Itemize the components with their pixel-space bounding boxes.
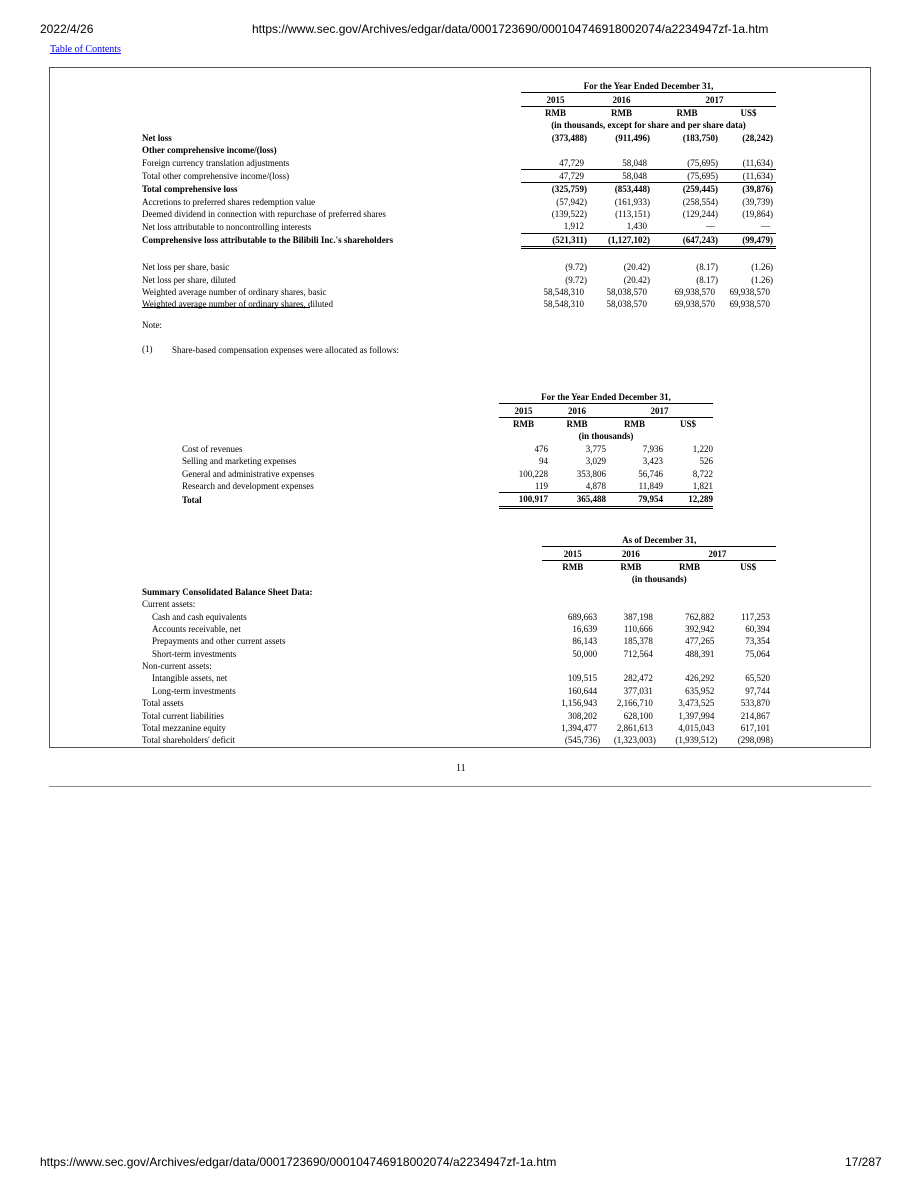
row-label: Total current liabilities (142, 710, 224, 721)
value-cell: 119 (499, 480, 548, 493)
value-cell: 109,515 (567, 673, 598, 684)
table-row (142, 672, 776, 684)
value-cell: 377,031 (623, 685, 653, 696)
value-cell: 392,942 (685, 623, 715, 634)
value-cell: (19,864 (742, 209, 770, 220)
paren-cell: ) (770, 196, 773, 207)
footnote-text: Share-based compensation expenses were allocated as follows: (172, 345, 399, 355)
value-cell: 488,391 (685, 648, 715, 659)
value-cell: (1,939,512 (675, 735, 715, 746)
paren-cell: ) (715, 169, 721, 182)
row-label: Total other comprehensive income/(loss) (142, 170, 290, 181)
value-cell: 1,912 (521, 220, 584, 233)
value-cell: 8,722 (692, 468, 713, 479)
year-header: 2015 (542, 547, 603, 560)
row-label: Comprehensive loss attributable to the Bilibili Inc.'s shareholders (142, 235, 394, 246)
paren-cell (770, 598, 776, 610)
table-row (142, 196, 776, 208)
year-header: 2017 (606, 404, 713, 417)
value-cell: 65,520 (745, 673, 771, 684)
units-note: (in thousands) (631, 574, 687, 585)
currency-header: RMB (679, 561, 701, 572)
value-cell: (8.17 (696, 262, 715, 273)
row-label: Total assets (142, 698, 184, 709)
paren-cell (770, 722, 776, 734)
value-cell: 100,228 (518, 468, 548, 479)
currency-header: US$ (740, 107, 757, 118)
value-cell (720, 660, 770, 672)
year-header: 2016 (548, 404, 606, 417)
value-cell: (57,942 (556, 196, 584, 207)
table-row (142, 183, 776, 196)
table-row (182, 455, 713, 467)
row-label: Total mezzanine equity (142, 723, 226, 734)
row-label: Current assets: (142, 599, 196, 610)
value-cell (721, 144, 770, 156)
value-cell: 628,100 (623, 710, 653, 721)
value-cell: (521,311 (521, 233, 584, 247)
value-cell: (853,448 (614, 184, 647, 195)
value-cell: 1,220 (692, 443, 713, 454)
value-cell (542, 598, 597, 610)
paren-cell: ) (647, 233, 653, 247)
value-cell: (1,323,003 (613, 735, 653, 746)
table-row (142, 648, 776, 660)
value-cell: (129,244 (682, 209, 715, 220)
value-cell: 47,729 (521, 156, 584, 169)
value-cell: 58,048 (590, 169, 647, 182)
value-cell: 308,202 (567, 710, 598, 721)
row-label: Non-current assets: (142, 661, 212, 672)
currency-header: RMB (624, 418, 645, 429)
value-cell: (373,488 (551, 132, 584, 143)
paren-cell: ) (715, 132, 718, 143)
paren-cell: ) (647, 262, 650, 273)
value-cell: 387,198 (623, 611, 653, 622)
value-cell: 635,952 (685, 685, 715, 696)
value-cell: 58,048 (590, 156, 647, 169)
row-label: Accretions to preferred shares redemption value (142, 196, 316, 207)
value-cell: 3,775 (585, 443, 606, 454)
table-row (142, 660, 776, 672)
value-cell (590, 144, 647, 156)
paren-cell (770, 672, 776, 684)
value-cell: (139,522 (551, 209, 584, 220)
value-cell: 7,936 (642, 443, 663, 454)
value-cell: (647,243 (653, 233, 715, 247)
paren-cell: ) (584, 132, 587, 143)
value-cell: 94 (539, 456, 548, 467)
value-cell: (11,634 (721, 156, 770, 169)
value-cell: 3,029 (585, 456, 606, 467)
value-cell (653, 144, 715, 156)
currency-header: RMB (566, 418, 588, 429)
paren-cell: ) (652, 735, 656, 746)
footnote-marker: (1) (142, 344, 153, 354)
paren-cell: ) (770, 156, 776, 169)
paren-cell: ) (647, 274, 650, 285)
value-cell: 110,666 (623, 623, 653, 634)
value-cell: (20.42 (623, 274, 647, 285)
paren-cell: ) (584, 184, 587, 195)
table-row (142, 273, 776, 285)
table-row (142, 208, 776, 220)
year-header: 2015 (521, 93, 590, 106)
table-row (142, 233, 776, 247)
value-cell: 160,644 (567, 685, 598, 696)
paren-cell (770, 286, 776, 298)
value-cell: (259,445 (682, 184, 715, 195)
value-cell: 3,473,525 (678, 698, 715, 709)
section-title: Summary Consolidated Balance Sheet Data: (142, 586, 313, 597)
value-cell: 533,870 (740, 698, 771, 709)
row-label: Deemed dividend in connection with repurchase of preferred shares (142, 209, 386, 220)
value-cell: (99,479 (721, 233, 770, 247)
currency-header: US$ (740, 561, 757, 572)
paren-cell (770, 623, 776, 635)
table-row (142, 169, 776, 182)
table-row (142, 635, 776, 647)
value-cell: 426,292 (685, 673, 715, 684)
table-row (142, 156, 776, 169)
paren-cell (770, 648, 776, 660)
value-cell: — (653, 220, 715, 233)
page-count: 17/287 (845, 1155, 882, 1169)
row-label: Net loss attributable to noncontrolling interests (142, 221, 312, 232)
table-row (182, 480, 713, 493)
value-cell: 3,423 (642, 456, 663, 467)
table-row (142, 261, 776, 273)
paren-cell: ) (647, 196, 650, 207)
value-cell: 79,954 (606, 493, 663, 507)
period-header: As of December 31, (542, 534, 776, 547)
value-cell: 1,397,994 (678, 710, 715, 721)
paren-cell (770, 220, 776, 233)
paren-cell: ) (770, 169, 776, 182)
row-label: Net loss per share, diluted (142, 274, 236, 285)
footer-url: https://www.sec.gov/Archives/edgar/data/0001723690/000104746918002074/a2234947zf-1a.htm (40, 1155, 557, 1169)
row-label: Accounts receivable, net (152, 623, 241, 634)
value-cell: (545,736 (564, 735, 598, 746)
value-cell: (298,098 (737, 735, 771, 746)
paren-cell (770, 685, 776, 697)
value-cell: 16,639 (572, 623, 598, 634)
value-cell: (39,876 (742, 184, 770, 195)
value-cell: 2,861,613 (616, 723, 653, 734)
value-cell: (258,554 (682, 196, 715, 207)
paren-cell: ) (770, 274, 773, 285)
paren-cell (770, 144, 776, 156)
value-cell: 214,867 (740, 710, 771, 721)
row-label: Foreign currency translation adjustments (142, 157, 290, 168)
paren-cell: ) (715, 184, 718, 195)
paren-cell (770, 298, 776, 310)
value-cell: 47,729 (521, 169, 584, 182)
year-header: 2016 (590, 93, 653, 106)
row-label: Prepayments and other current assets (152, 636, 286, 647)
table-row (142, 220, 776, 233)
value-cell: 689,663 (567, 611, 598, 622)
value-cell: (39,739 (742, 196, 770, 207)
value-cell: (75,695 (653, 169, 715, 182)
table-row (142, 286, 776, 298)
value-cell (521, 144, 584, 156)
value-cell: 1,430 (590, 220, 647, 233)
table-row (142, 623, 776, 635)
value-cell: 117,253 (741, 611, 771, 622)
value-cell: (28,242 (742, 132, 770, 143)
year-header: 2017 (653, 93, 776, 106)
value-cell (720, 598, 770, 610)
row-label: Cash and cash equivalents (152, 611, 247, 622)
table-row (142, 144, 776, 156)
row-label: Weighted average number of ordinary shares, basic (142, 287, 327, 298)
value-cell: (113,151 (615, 209, 647, 220)
value-cell: 50,000 (572, 648, 598, 659)
year-header: 2015 (499, 404, 548, 417)
row-label: Total comprehensive loss (142, 184, 238, 195)
paren-cell: ) (770, 209, 773, 220)
paren-cell: ) (647, 132, 650, 143)
value-cell: 58,038,570 (606, 287, 647, 298)
value-cell: 73,354 (745, 636, 771, 647)
row-label: Cost of revenues (182, 443, 243, 454)
note-label: Note: (142, 320, 162, 330)
table-row (142, 132, 776, 144)
value-cell: (1.26 (751, 274, 770, 285)
currency-header: RMB (676, 107, 698, 118)
balance-sheet-table (142, 534, 776, 747)
value-cell: 4,878 (548, 480, 606, 493)
currency-header: RMB (611, 107, 632, 118)
table-row (182, 467, 713, 479)
spacer-row (142, 248, 776, 262)
value-cell: 185,378 (623, 636, 653, 647)
period-header: For the Year Ended December 31, (499, 391, 713, 404)
value-cell: (183,750 (682, 132, 715, 143)
table-row (142, 598, 776, 610)
value-cell (603, 660, 653, 672)
paren-cell: ) (715, 209, 718, 220)
page-number: 11 (456, 763, 466, 774)
paren-cell: ) (715, 262, 718, 273)
value-cell: 11,849 (606, 480, 663, 493)
value-cell: 1,156,943 (561, 698, 598, 709)
paren-cell: ) (715, 196, 718, 207)
paren-cell: ) (647, 184, 650, 195)
value-cell: 4,015,043 (678, 723, 715, 734)
comprehensive-loss-table (142, 80, 776, 311)
value-cell: 58,548,310 (543, 299, 584, 310)
value-cell: (9.72 (565, 274, 584, 285)
share-based-compensation-table (182, 391, 713, 509)
row-label: Net loss (142, 132, 172, 143)
paren-cell: ) (584, 262, 587, 273)
value-cell: 365,488 (548, 493, 606, 507)
paren-cell: ) (770, 262, 773, 273)
value-cell (659, 598, 715, 610)
row-label: Other comprehensive income/(loss) (142, 145, 277, 156)
value-cell: (11,634 (721, 169, 770, 182)
value-cell: 100,917 (499, 493, 548, 507)
value-cell: 58,548,310 (543, 287, 584, 298)
value-cell: 476 (534, 443, 548, 454)
value-cell: (1,127,102 (590, 233, 647, 247)
value-cell: (325,759 (551, 184, 584, 195)
paren-cell (770, 709, 776, 721)
note-rule (142, 307, 310, 308)
value-cell (659, 660, 715, 672)
paren-cell: ) (647, 209, 650, 220)
paren-cell: ) (770, 132, 773, 143)
row-label: Weighted average number of ordinary shares, diluted (142, 299, 333, 310)
paren-cell: ) (770, 735, 774, 746)
paren-cell: ) (584, 233, 590, 247)
year-header: 2017 (659, 547, 776, 560)
paren-cell: ) (770, 184, 773, 195)
value-cell: 2,166,710 (616, 698, 653, 709)
value-cell: 69,938,570 (674, 299, 715, 310)
value-cell: (9.72 (565, 262, 584, 273)
table-row (142, 610, 776, 622)
currency-header: RMB (620, 561, 642, 572)
currency-header: RMB (545, 107, 566, 118)
value-cell: 97,744 (745, 685, 771, 696)
value-cell: 56,746 (638, 468, 663, 479)
value-cell: 762,882 (685, 611, 715, 622)
paren-cell: ) (715, 233, 721, 247)
value-cell: 69,938,570 (674, 287, 715, 298)
units-note: (in thousands) (578, 431, 634, 442)
value-cell: (8.17 (696, 274, 715, 285)
value-cell: 58,038,570 (606, 299, 647, 310)
table-row (182, 443, 713, 455)
currency-header: RMB (513, 418, 534, 429)
period-header: For the Year Ended December 31, (521, 80, 776, 93)
paren-cell: ) (715, 156, 721, 169)
value-cell: 353,806 (576, 468, 606, 479)
row-label: Intangible assets, net (152, 673, 228, 684)
value-cell: 75,064 (745, 648, 771, 659)
value-cell: 282,472 (623, 673, 653, 684)
row-label: Total shareholders' deficit (142, 735, 235, 746)
row-label: Selling and marketing expenses (182, 456, 297, 467)
table-row (142, 722, 776, 734)
paren-cell (770, 610, 776, 622)
value-cell: 69,938,570 (729, 287, 770, 298)
value-cell: (20.42 (623, 262, 647, 273)
value-cell: (75,695 (653, 156, 715, 169)
value-cell: 12,289 (663, 493, 713, 507)
row-label: Short-term investments (152, 648, 237, 659)
table-row (142, 685, 776, 697)
value-cell: (161,933 (614, 196, 647, 207)
paren-cell: ) (715, 274, 718, 285)
paren-cell (770, 660, 776, 672)
paren-cell: ) (584, 209, 587, 220)
table-row (182, 493, 713, 507)
value-cell: 86,143 (572, 636, 598, 647)
value-cell: 477,265 (685, 636, 715, 647)
units-note: (in thousands, except for share and per share data) (551, 120, 746, 131)
value-cell: 712,564 (623, 648, 653, 659)
table-row (142, 697, 776, 709)
table-row (142, 709, 776, 721)
year-header: 2016 (603, 547, 659, 560)
paren-cell (770, 697, 776, 709)
page-divider (49, 786, 871, 787)
value-cell: (1.26 (751, 262, 770, 273)
paren-cell (770, 635, 776, 647)
value-cell: 69,938,570 (729, 299, 770, 310)
paren-cell: ) (584, 274, 587, 285)
value-cell: — (721, 220, 770, 233)
row-label: General and administrative expenses (182, 468, 315, 479)
paren-cell: ) (770, 233, 776, 247)
value-cell (603, 598, 653, 610)
paren-cell: ) (584, 196, 587, 207)
value-cell: (911,496 (615, 132, 647, 143)
value-cell: 1,394,477 (561, 723, 598, 734)
currency-header: RMB (562, 561, 584, 572)
value-cell: 1,821 (663, 480, 713, 493)
print-date: 2022/4/26 (40, 22, 94, 36)
value-cell: 617,101 (740, 723, 771, 734)
value-cell: 60,394 (745, 623, 771, 634)
table-row (142, 298, 776, 310)
row-label: Total (182, 494, 202, 505)
currency-header: US$ (679, 418, 696, 429)
row-label: Long-term investments (152, 685, 236, 696)
paren-cell: ) (597, 735, 601, 746)
table-row (142, 734, 776, 746)
value-cell (542, 660, 597, 672)
row-label: Net loss per share, basic (142, 262, 230, 273)
paren-cell: ) (714, 735, 718, 746)
value-cell: 526 (699, 456, 713, 467)
row-label: Research and development expenses (182, 481, 314, 492)
table-of-contents-link[interactable]: Table of Contents (50, 44, 121, 55)
print-url: https://www.sec.gov/Archives/edgar/data/0001723690/000104746918002074/a2234947zf-1a.htm (252, 22, 769, 36)
